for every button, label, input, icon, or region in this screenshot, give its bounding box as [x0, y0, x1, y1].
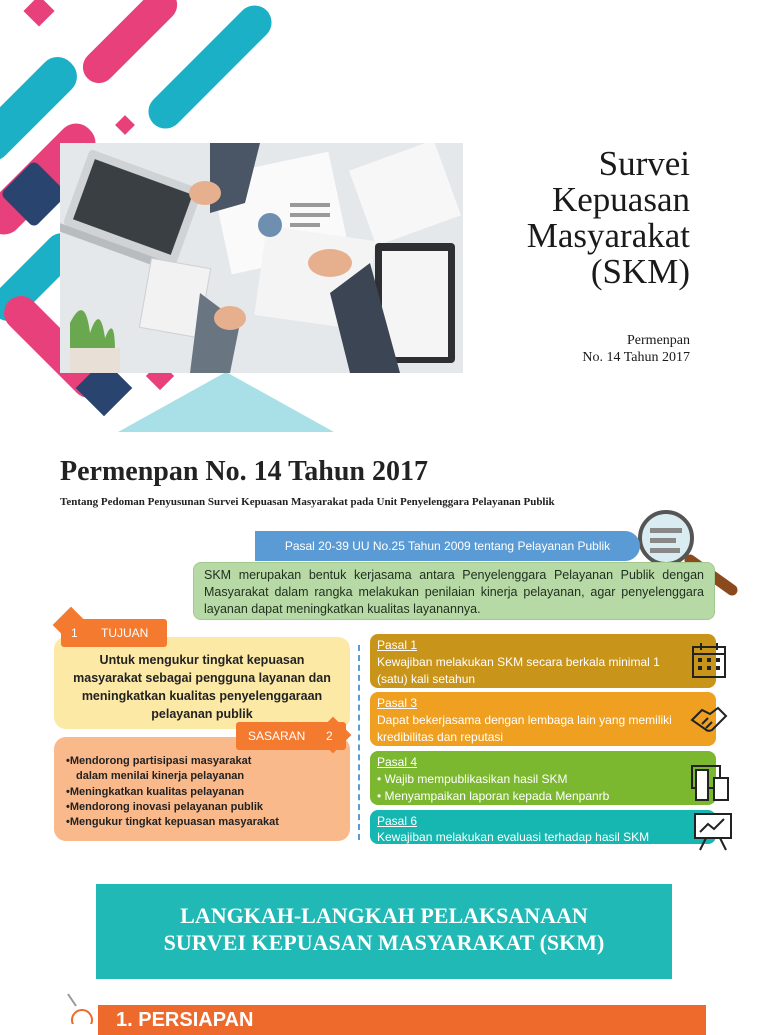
persiapan-header: 1. PERSIAPAN	[98, 1005, 706, 1035]
sasaran-label: SASARAN	[248, 729, 306, 743]
pasal-card	[370, 692, 716, 746]
sasaran-list	[66, 754, 279, 830]
title-line: Masyarakat	[526, 216, 690, 255]
section-subheading: Tentang Pedoman Penyusunan Survei Kepuasan Masyarakat pada Unit Penyelenggara Pelayanan Publik	[60, 496, 555, 508]
pasal-title: Pasal 4	[377, 755, 418, 769]
pasal-text: Dapat bekerjasama dengan lembaga lain yang memiliki kredibilitas dan reputasi	[377, 713, 672, 744]
triangle-shape	[118, 372, 334, 432]
presentation-icon	[692, 810, 734, 852]
dashed-divider	[358, 645, 360, 840]
steps-banner	[96, 884, 672, 979]
list-item: •Meningkatkan kualitas pelayanan	[66, 785, 245, 798]
title-line: Kepuasan	[551, 180, 690, 219]
handshake-icon	[688, 698, 730, 740]
title-subtitle	[582, 332, 690, 366]
calendar-icon	[690, 641, 728, 681]
list-item: dalam menilai kinerja pelayanan	[76, 770, 245, 783]
banner-line: LANGKAH-LANGKAH PELAKSANAAN	[180, 903, 588, 928]
tujuan-number: 1	[71, 626, 78, 640]
pasal-card	[370, 751, 716, 805]
subtitle-line: No. 14 Tahun 2017	[582, 350, 690, 365]
title-line: (SKM)	[590, 252, 690, 291]
pasal-title: Pasal 6	[377, 814, 418, 828]
banner-line: SURVEI KEPUASAN MASYARAKAT (SKM)	[163, 930, 605, 955]
skm-definition: SKM merupakan bentuk kerjasama antara Penyelenggara Pelayanan Publik dengan Masyarakat dalam rangka melakukan penilaian kinerja pelayanan, agar penyelenggara layanan dapat meningkatkan kualitas layanannya.	[193, 562, 715, 620]
devices-icon	[690, 760, 732, 802]
title-line: Survei	[598, 144, 690, 183]
pasal-title: Pasal 1	[377, 638, 418, 652]
tujuan-label: TUJUAN	[101, 626, 149, 640]
list-item: •Mendorong inovasi pelayanan publik	[66, 800, 263, 813]
office-desk-photo	[60, 143, 463, 373]
pasal-title: Pasal 3	[377, 696, 418, 710]
section-heading: Permenpan No. 14 Tahun 2017	[60, 456, 428, 487]
pasal-text: Kewajiban melakukan SKM secara berkala minimal 1 (satu) kali setahun	[377, 655, 660, 686]
persiapan-icon	[64, 992, 94, 1024]
pasal-card	[370, 634, 716, 688]
pasal-card	[370, 810, 716, 844]
subtitle-line: Permenpan	[627, 333, 690, 348]
tujuan-text: Untuk mengukur tingkat kepuasan masyarakat sebagai pengguna layanan dan meningkatkan kualitas penyelenggaraan pelayanan publik	[73, 653, 331, 721]
list-item: •Mendorong partisipasi masyarakat	[66, 755, 252, 767]
pasal-text: Kewajiban melakukan evaluasi terhadap hasil SKM	[377, 830, 650, 844]
sasaran-number: 2	[326, 729, 333, 743]
page-title	[527, 146, 690, 290]
sasaran-tag	[236, 722, 346, 750]
pasal-text: • Wajib mempublikasikan hasil SKM	[377, 772, 568, 786]
pasal-text: • Menyampaikan laporan kepada Menpanrb	[377, 789, 610, 803]
list-item: •Mengukur tingkat kepuasan masyarakat	[66, 816, 279, 829]
tujuan-tag	[61, 619, 167, 647]
law-reference-bar: Pasal 20-39 UU No.25 Tahun 2009 tentang Pelayanan Publik	[255, 531, 640, 561]
